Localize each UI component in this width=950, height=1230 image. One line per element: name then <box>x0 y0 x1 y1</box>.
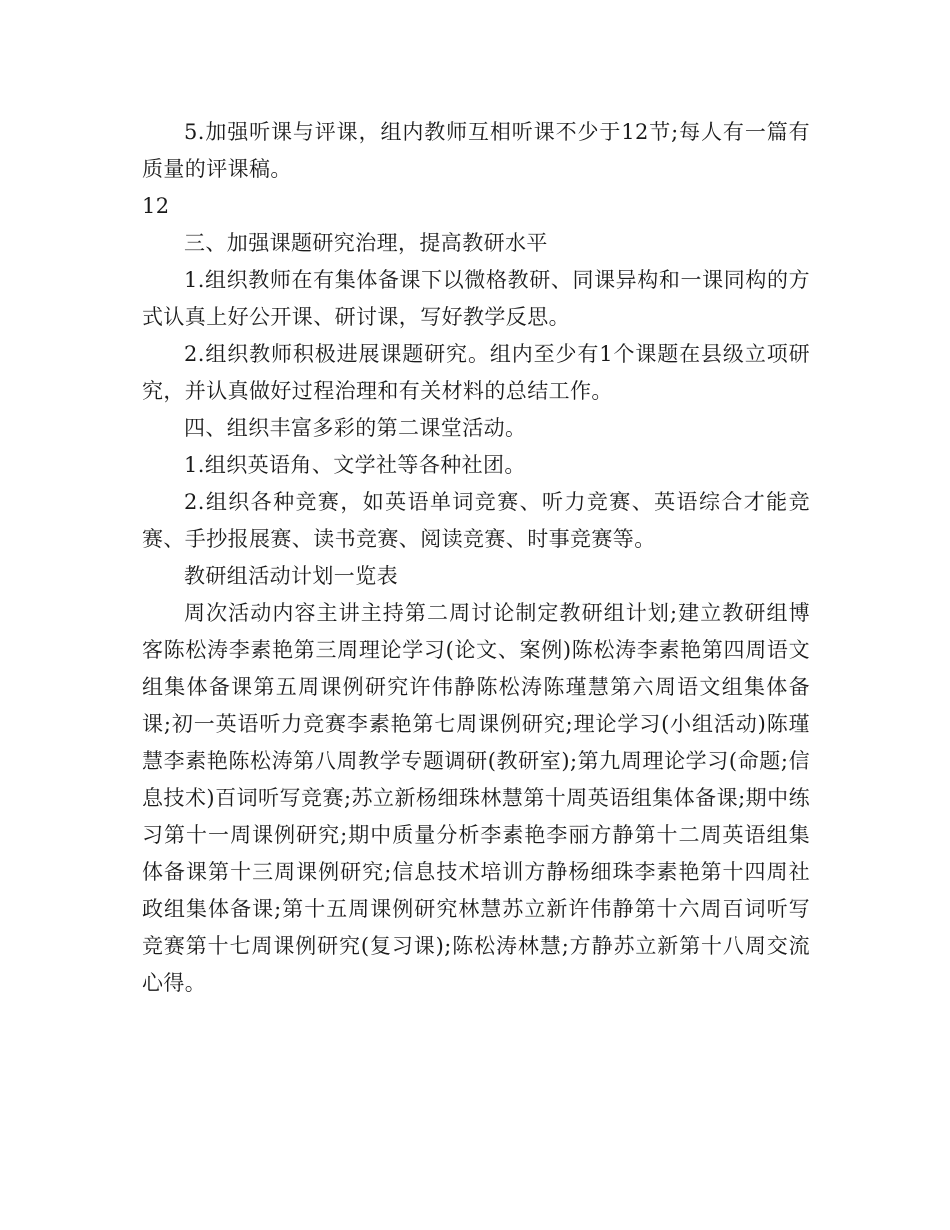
schedule-title: 教研组活动计划一览表 <box>184 564 398 588</box>
page-number-text: 12 <box>142 194 170 218</box>
document-body <box>142 114 810 1002</box>
schedule-content: 周次活动内容主讲主持第二周讨论制定教研组计划;建立教研组博客陈松涛李素艳第三周理论学习(论文、案例)陈松涛李素艳第四周语文组集体备课第五周课例研究许伟静陈松涛陈瑾慧第六周语文组集体备课;初一英语听力竞赛李素艳第七周课例研究;理论学习(小组活动)陈瑾慧李素艳陈松涛第八周教学专题调研(教研室);第九周理论学习(命题;信息技术)百词听写竞赛;苏立新杨细珠林慧第十周英语组集体备课;期中练习第十一周课例研究;期中质量分析李素艳李丽方静第十二周英语组集体备课第十三周课例研究;信息技术培训方静杨细珠李素艳第十四周社政组集体备课;第十五周课例研究林慧苏立新许伟静第十六周百词听写竞赛第十七周课例研究(复习课);陈松涛林慧;方静苏立新第十八周交流心得。 <box>142 601 810 995</box>
section-heading-research: 三、加强课题研究治理，提高教研水平 <box>184 231 548 255</box>
paragraph-clubs: 1.组织英语角、文学社等各种社团。 <box>184 453 526 477</box>
paragraph-listening-evaluation: 5.加强听课与评课，组内教师互相听课不少于12节;每人有一篇有质量的评课稿。 <box>142 120 810 181</box>
paragraph-open-class: 1.组织教师在有集体备课下以微格教研、同课异构和一课同构的方式认真上好公开课、研讨课，写好教学反思。 <box>142 268 810 329</box>
paragraph-topic-research: 2.组织教师积极进展课题研究。组内至少有1个课题在县级立项研究，并认真做好过程治理和有关材料的总结工作。 <box>142 342 810 403</box>
paragraph-competitions: 2.组织各种竞赛，如英语单词竞赛、听力竞赛、英语综合才能竞赛、手抄报展赛、读书竞赛、阅读竞赛、时事竞赛等。 <box>142 490 810 551</box>
section-heading-activities: 四、组织丰富多彩的第二课堂活动。 <box>184 416 527 440</box>
